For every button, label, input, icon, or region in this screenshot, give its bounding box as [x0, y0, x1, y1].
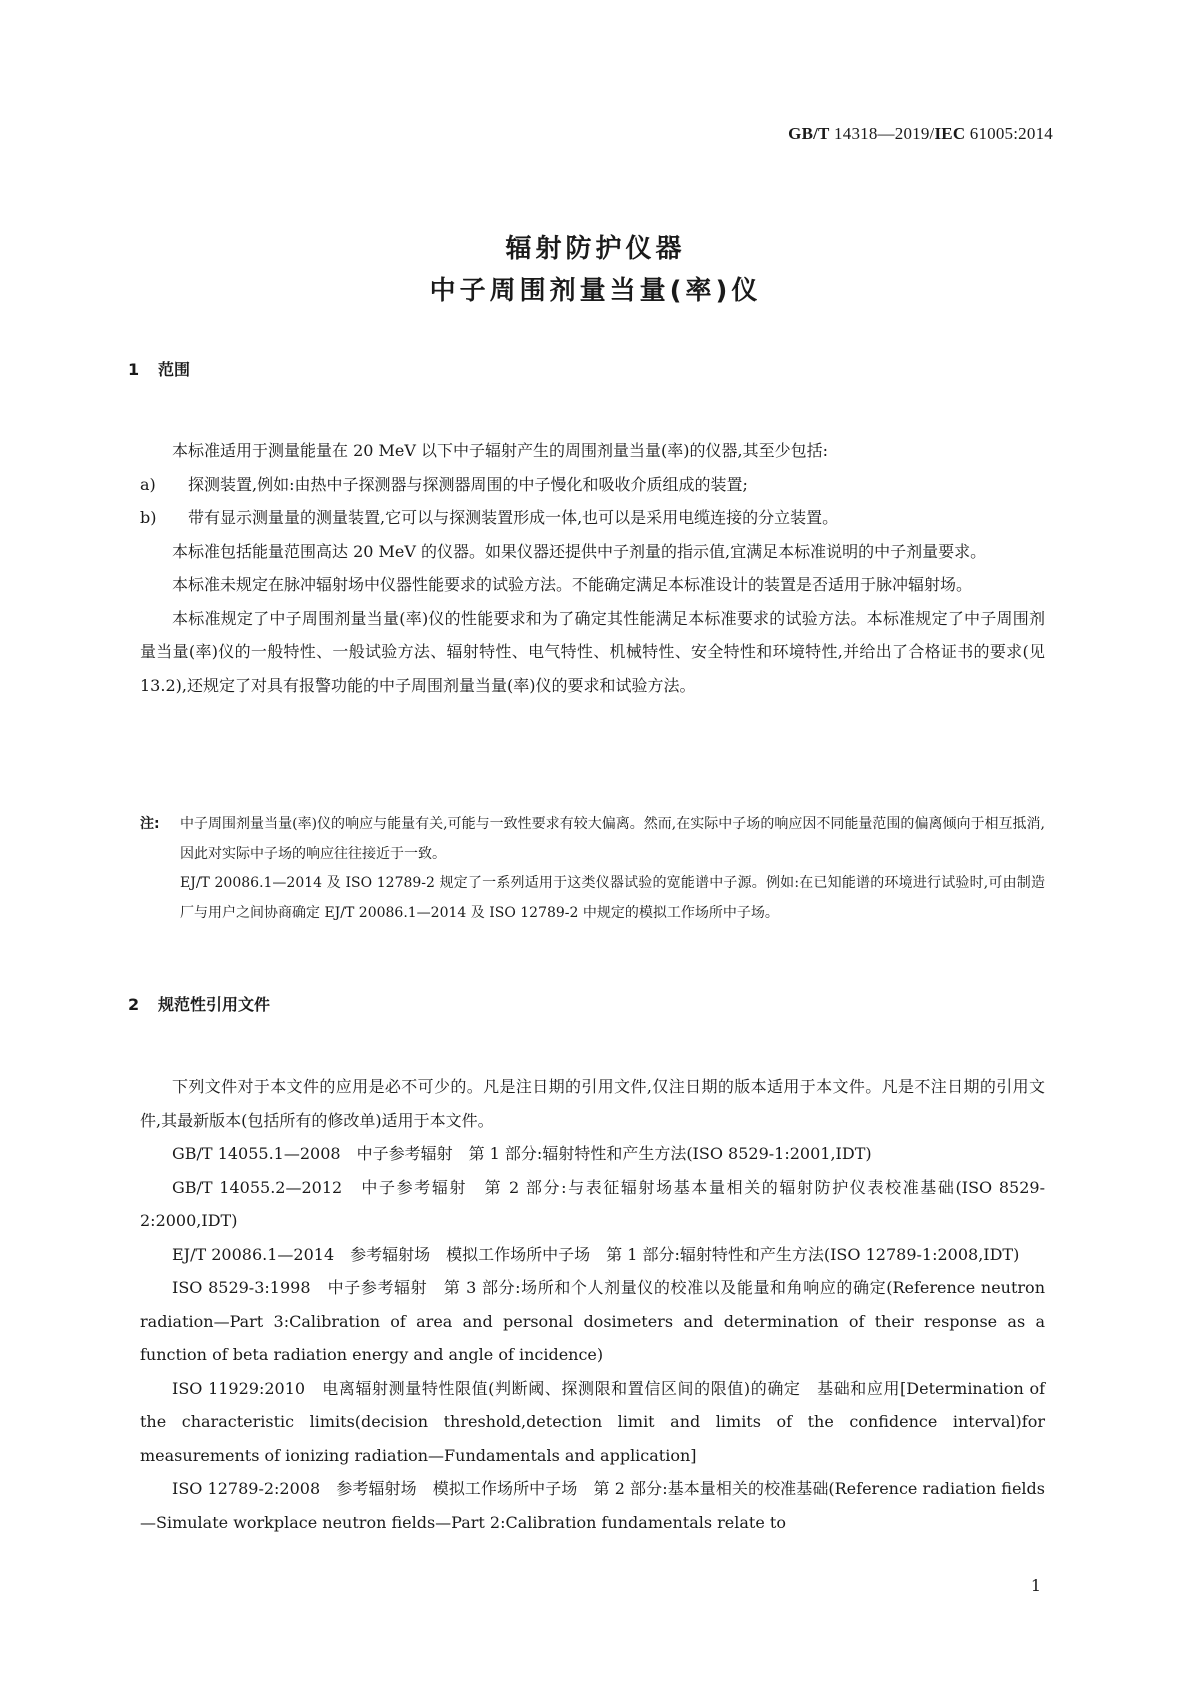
- section-1-heading: [128, 357, 190, 380]
- section-title: 范围: [158, 360, 191, 379]
- paragraph: 本标准规定了中子周围剂量当量(率)仪的性能要求和为了确定其性能满足本标准要求的试验方法。本标准规定了中子周围剂量当量(率)仪的一般特性、一般试验方法、辐射特性、电气特性、机械特性、安全特性和环境特性,并给出了合格证书的要求(见 13.2),还规定了对具有报警功能的中子周围剂量当量(率)仪的要求和试验方法。: [140, 608, 1045, 695]
- section-title: 规范性引用文件: [158, 995, 271, 1014]
- section-1-body: [140, 434, 1045, 702]
- reference-item: EJ/T 20086.1—2014 参考辐射场 模拟工作场所中子场 第 1 部分:辐射特性和产生方法(ISO 12789-1:2008,IDT): [172, 1244, 1020, 1264]
- list-item: [140, 501, 1045, 535]
- reference-item: ISO 12789-2:2008 参考辐射场 模拟工作场所中子场 第 2 部分:基本量相关的校准基础(Reference radiation fields—Simulate workplace neutron fields—Part 2:Calibration fundamentals relate to: [140, 1479, 1045, 1532]
- paragraph: 本标准未规定在脉冲辐射场中仪器性能要求的试验方法。不能确定满足本标准设计的装置是否适用于脉冲辐射场。: [172, 575, 973, 594]
- list-label: b): [140, 508, 157, 527]
- note-text: EJ/T 20086.1—2014 及 ISO 12789-2 规定了一系列适用于这类仪器试验的宽能谱中子源。例如:在已知能谱的环境进行试验时,可由制造厂与用户之间协商确定 EJ/T 20086.1—2014 及 ISO 12789-2 中规定的模拟工作场所中子场。: [180, 875, 1045, 921]
- list-label: a): [140, 474, 156, 494]
- note-text: 中子周围剂量当量(率)仪的响应与能量有关,可能与一致性要求有较大偏离。然而,在实际中子场的响应因不同能量范围的偏离倾向于相互抵消,因此对实际中子场的响应往往接近于一致。: [180, 816, 1045, 862]
- paragraph: 本标准包括能量范围高达 20 MeV 的仪器。如果仪器还提供中子剂量的指示值,宜满足本标准说明的中子剂量要求。: [172, 541, 987, 561]
- page-number: 1: [1030, 1576, 1041, 1595]
- iec-number: 61005:2014: [965, 124, 1053, 143]
- paragraph: 本标准适用于测量能量在 20 MeV 以下中子辐射产生的周围剂量当量(率)的仪器,其至少包括:: [172, 441, 828, 460]
- list-text: 探测装置,例如:由热中子探测器与探测器周围的中子慢化和吸收介质组成的装置;: [188, 474, 748, 494]
- section-number: 2: [128, 995, 140, 1014]
- list-item: [140, 468, 1045, 502]
- section-2-body: [140, 1070, 1045, 1539]
- list-text: 带有显示测量量的测量装置,它可以与探测装置形成一体,也可以是采用电缆连接的分立装置。: [188, 508, 839, 527]
- section-number: 1: [128, 360, 140, 379]
- document-title-line2: 中子周围剂量当量(率)仪: [429, 276, 762, 306]
- standard-number: [788, 124, 1053, 144]
- note-paragraph: [140, 810, 1045, 869]
- reference-item: GB/T 14055.2—2012 中子参考辐射 第 2 部分:与表征辐射场基本量相关的辐射防护仪表校准基础(ISO 8529-2:2000,IDT): [140, 1177, 1045, 1230]
- note-label: 注:: [140, 816, 160, 832]
- document-title-line1: 辐射防护仪器: [505, 234, 686, 264]
- reference-item: ISO 8529-3:1998 中子参考辐射 第 3 部分:场所和个人剂量仪的校准以及能量和角响应的确定(Reference neutron radiation—Part 3:Calibration of area and personal dosimeters and determination of their response as a function of beta radiation energy and angle of incidence): [140, 1278, 1045, 1364]
- reference-item: ISO 11929:2010 电离辐射测量特性限值(判断阈、探测限和置信区间的限值)的确定 基础和应用[Determination of the characteristic limits(decision threshold,detection limit and limits of the confidence interval)for measurements of ionizing radiation—Fundamentals and application]: [140, 1378, 1045, 1465]
- std-number: 14318—2019/: [829, 124, 935, 143]
- note-block: [140, 810, 1045, 928]
- section-2-heading: [128, 992, 270, 1015]
- reference-item: GB/T 14055.1—2008 中子参考辐射 第 1 部分:辐射特性和产生方法(ISO 8529-1:2001,IDT): [172, 1144, 872, 1163]
- std-prefix: GB/T: [788, 124, 830, 143]
- paragraph: 下列文件对于本文件的应用是必不可少的。凡是注日期的引用文件,仅注日期的版本适用于本文件。凡是不注日期的引用文件,其最新版本(包括所有的修改单)适用于本文件。: [140, 1077, 1045, 1130]
- iec-prefix: IEC: [934, 124, 966, 143]
- note-paragraph: [140, 869, 1045, 928]
